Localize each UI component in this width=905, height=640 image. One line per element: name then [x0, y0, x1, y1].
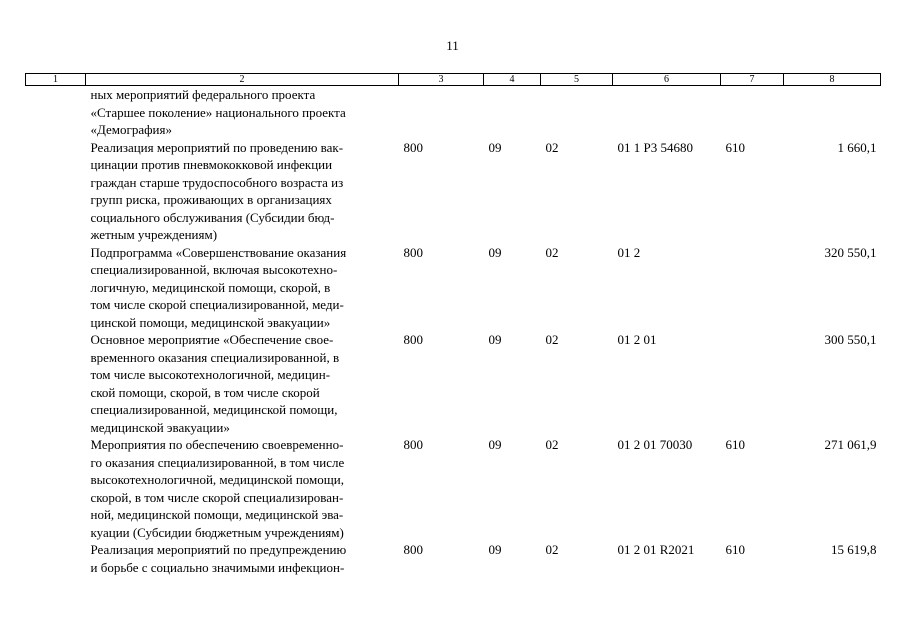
- description-line: Подпрограмма «Совершенствование оказания: [90, 244, 347, 260]
- page-number: 11: [446, 38, 459, 53]
- row-number-cell: [26, 436, 86, 541]
- row-section-code: 09: [488, 542, 502, 557]
- description-line: Мероприятия по обеспечению своевременно-: [90, 437, 344, 452]
- description-line: «Старшее поколение» национального проекта: [90, 104, 346, 120]
- row-target-article: 01 1 P3 54680: [617, 139, 693, 155]
- table-row: [26, 139, 881, 244]
- row-expense-type: [721, 244, 784, 332]
- column-number-2: 2: [86, 74, 399, 86]
- row-target-article: 01 2 01 R2021: [617, 542, 695, 557]
- description-line: специализированной, включая высокотехно-: [90, 262, 338, 277]
- description-line: скорой, в том числе скорой специализирован-: [90, 489, 344, 505]
- table-row: [26, 331, 881, 436]
- description-line: и борьбе с социально значимыми инфекцион-: [90, 559, 345, 575]
- row-description: [86, 86, 399, 139]
- row-target-article: 01 2 01 70030: [617, 437, 693, 452]
- row-number-cell: [26, 139, 86, 244]
- row-amount: 320 550,1: [824, 244, 877, 260]
- row-ministry-code: 800: [403, 139, 423, 155]
- description-line: го оказания специализированной, в том числе: [90, 454, 345, 470]
- row-ministry-code: 800: [403, 332, 423, 347]
- row-subsection-code: 02: [545, 244, 559, 260]
- description-line: временного оказания специализированной, в: [90, 349, 340, 365]
- description-line: специализированной, медицинской помощи,: [90, 402, 338, 417]
- table-row: [26, 541, 881, 576]
- row-ministry-code: 800: [403, 437, 423, 452]
- row-section-code: 09: [488, 437, 502, 452]
- row-description: [86, 436, 399, 541]
- description-line: цинской помощи, медицинской эвакуации»: [90, 314, 331, 330]
- description-line: социального обслуживания (Субсидии бюд-: [90, 209, 335, 225]
- row-subsection-code: [541, 86, 613, 139]
- row-ministry-code: 800: [403, 542, 423, 557]
- column-number-8: 8: [784, 74, 881, 86]
- description-line: куации (Субсидии бюджетным учреждениям): [90, 524, 344, 540]
- row-target-article: 01 2 01: [617, 332, 657, 347]
- row-number-cell: [26, 244, 86, 332]
- description-line: Реализация мероприятий по предупреждению: [90, 542, 347, 557]
- row-description: [86, 541, 399, 576]
- row-subsection-code: 02: [545, 542, 559, 557]
- budget-table: [25, 73, 881, 576]
- row-amount: 300 550,1: [824, 332, 877, 347]
- description-line: логичную, медицинской помощи, скорой, в: [90, 279, 331, 295]
- row-expense-type: 610: [725, 542, 745, 557]
- row-description: [86, 331, 399, 436]
- column-number-1: 1: [26, 74, 86, 86]
- column-number-3: 3: [399, 74, 484, 86]
- description-line: ной, медицинской помощи, медицинской эва-: [90, 507, 344, 522]
- description-line: высокотехнологичной, медицинской помощи,: [90, 472, 344, 487]
- description-line: медицинской эвакуации»: [90, 419, 230, 435]
- row-section-code: 09: [488, 332, 502, 347]
- row-subsection-code: 02: [545, 437, 559, 452]
- table-row: [26, 86, 881, 139]
- description-line: граждан старше трудоспособного возраста из: [90, 174, 344, 190]
- row-section-code: [484, 86, 541, 139]
- column-number-7: 7: [721, 74, 784, 86]
- row-amount: [784, 86, 881, 139]
- header-row: [26, 74, 881, 86]
- description-line: «Демография»: [90, 122, 172, 137]
- description-line: ской помощи, скорой, в том числе скорой: [90, 384, 320, 400]
- description-line: цинации против пневмококковой инфекции: [90, 157, 333, 172]
- row-amount: 271 061,9: [824, 437, 877, 452]
- row-expense-type: [721, 86, 784, 139]
- row-number-cell: [26, 541, 86, 576]
- row-description: [86, 244, 399, 332]
- description-line: групп риска, проживающих в организациях: [90, 192, 332, 207]
- row-subsection-code: 02: [545, 139, 559, 155]
- row-expense-type: 610: [725, 437, 745, 452]
- description-line: жетным учреждениям): [90, 227, 218, 242]
- row-number-cell: [26, 86, 86, 139]
- description-line: ных мероприятий федерального проекта: [90, 87, 316, 102]
- row-amount: 15 619,8: [831, 542, 877, 557]
- description-line: Основное мероприятие «Обеспечение свое-: [90, 332, 334, 347]
- row-expense-type: 610: [725, 139, 745, 155]
- description-line: том числе высокотехнологичной, медицин-: [90, 367, 331, 382]
- row-description: [86, 139, 399, 244]
- column-number-6: 6: [613, 74, 721, 86]
- row-target-article: [613, 86, 721, 139]
- column-number-5: 5: [541, 74, 613, 86]
- row-amount: 1 660,1: [837, 139, 877, 155]
- table-row: [26, 244, 881, 332]
- row-ministry-code: 800: [403, 244, 423, 260]
- row-expense-type: [721, 331, 784, 436]
- row-section-code: 09: [488, 244, 502, 260]
- description-line: том числе скорой специализированной, меди-: [90, 297, 344, 312]
- row-ministry-code: [399, 86, 484, 139]
- row-subsection-code: 02: [545, 332, 559, 347]
- table-body: [26, 86, 881, 577]
- table-row: [26, 436, 881, 541]
- row-section-code: 09: [488, 139, 502, 155]
- table-header: [26, 74, 881, 86]
- row-number-cell: [26, 331, 86, 436]
- description-line: Реализация мероприятий по проведению вак-: [90, 139, 344, 155]
- column-number-4: 4: [484, 74, 541, 86]
- row-target-article: 01 2: [617, 244, 641, 260]
